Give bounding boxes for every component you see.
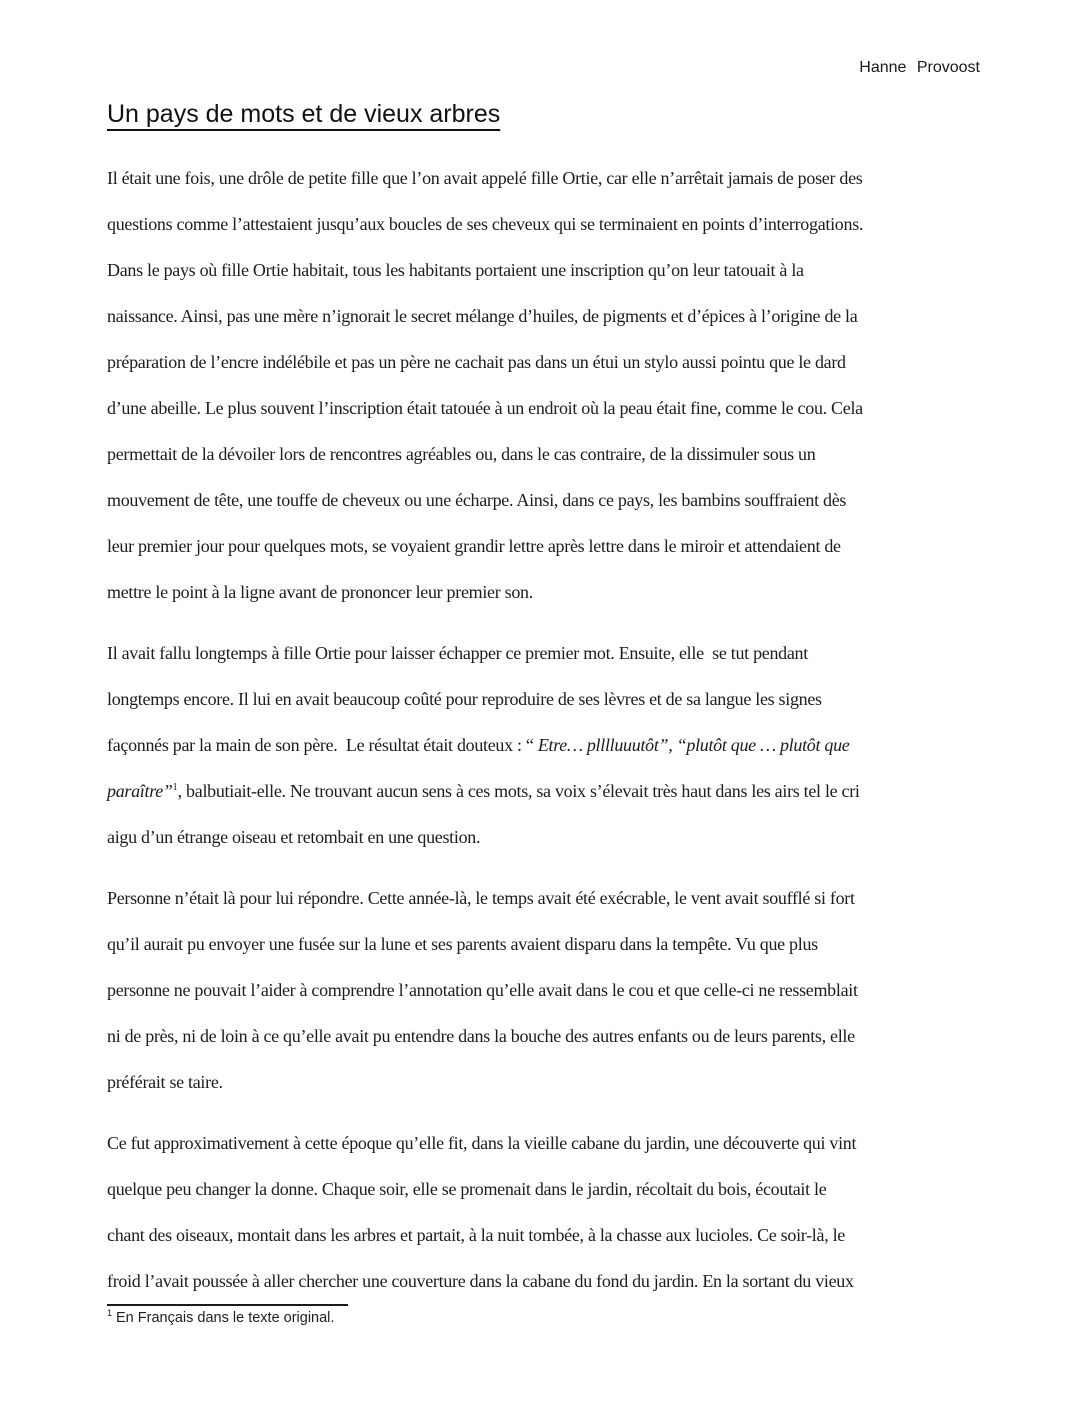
text-line (107, 155, 980, 201)
text-line (107, 722, 980, 768)
text-line (107, 1059, 980, 1105)
footnote-separator (107, 1304, 348, 1306)
text-line (107, 1212, 980, 1258)
text-segment: , balbutiait-elle. Ne trouvant aucun sens à ces mots, sa voix s’élevait très haut dans les airs tel le cri (177, 781, 860, 801)
text-segment: personne ne pouvait l’aider à comprendre l’annotation qu’elle avait dans le cou et que celle-ci ne ressemblait (107, 980, 858, 1000)
text-line (107, 921, 980, 967)
text-segment: aigu d’un étrange oiseau et retombait en une question. (107, 827, 481, 847)
text-line (107, 1013, 980, 1059)
text-segment: Dans le pays où fille Ortie habitait, tous les habitants portaient une inscription qu’on leur tatouait à la (107, 260, 804, 280)
text-segment: questions comme l’attestaient jusqu’aux boucles de ses cheveux qui se terminaient en points d’interrogations. (107, 214, 864, 234)
text-segment: mouvement de tête, une touffe de cheveux ou une écharpe. Ainsi, dans ce pays, les bambins souffraient dès (107, 490, 847, 510)
paragraph (107, 1120, 980, 1304)
footnote-marker: 1 (107, 1308, 113, 1319)
text-segment: Il était une fois, une drôle de petite fille que l’on avait appelé fille Ortie, car elle n’arrêtait jamais de poser des (107, 168, 863, 188)
author-name: Hanne Provoost (859, 59, 980, 76)
text-segment: préparation de l’encre indélébile et pas un père ne cachait pas dans un étui un stylo aussi pointu que le dard (107, 352, 846, 372)
document-body (107, 155, 980, 1326)
text-line (107, 814, 980, 860)
text-line (107, 1166, 980, 1212)
footnote (107, 1310, 980, 1326)
text-line (107, 1258, 980, 1304)
text-segment: préférait se taire. (107, 1072, 223, 1092)
italic-text: paraître” (107, 781, 173, 801)
italic-text: Etre… plllluuutôt”, “plutôt que … plutôt que (537, 735, 850, 755)
text-line (107, 293, 980, 339)
text-line (107, 768, 980, 814)
text-segment: Personne n’était là pour lui répondre. Cette année-là, le temps avait été exécrable, le vent avait soufflé si fort (107, 888, 855, 908)
text-line (107, 385, 980, 431)
text-line (107, 523, 980, 569)
text-line (107, 339, 980, 385)
text-segment: permettait de la dévoiler lors de rencontres agréables ou, dans le cas contraire, de la dissimuler sous un (107, 444, 816, 464)
text-segment: leur premier jour pour quelques mots, se voyaient grandir lettre après lettre dans le miroir et attendaient de (107, 536, 841, 556)
paragraph (107, 875, 980, 1105)
text-segment: Ce fut approximativement à cette époque qu’elle fit, dans la vieille cabane du jardin, une découverte qui vint (107, 1133, 857, 1153)
text-segment: d’une abeille. Le plus souvent l’inscription était tatouée à un endroit où la peau était fine, comme le cou. Cela (107, 398, 863, 418)
text-segment: Il avait fallu longtemps à fille Ortie pour laisser échapper ce premier mot. Ensuite, elle se tut pendant (107, 643, 808, 663)
text-line (107, 875, 980, 921)
text-line (107, 676, 980, 722)
footnote-reference: 1 (172, 782, 178, 793)
text-line (107, 630, 980, 676)
text-line (107, 967, 980, 1013)
text-segment: naissance. Ainsi, pas une mère n’ignorait le secret mélange d’huiles, de pigments et d’épices à l’origine de la (107, 306, 858, 326)
text-line (107, 477, 980, 523)
text-segment: quelque peu changer la donne. Chaque soir, elle se promenait dans le jardin, récoltait du bois, écoutait le (107, 1179, 827, 1199)
text-segment: longtemps encore. Il lui en avait beaucoup coûté pour reproduire de ses lèvres et de sa langue les signes (107, 689, 822, 709)
text-line (107, 1120, 980, 1166)
text-line (107, 431, 980, 477)
text-line (107, 201, 980, 247)
text-segment: qu’il aurait pu envoyer une fusée sur la lune et ses parents avaient disparu dans la tempête. Vu que plus (107, 934, 818, 954)
text-segment: ni de près, ni de loin à ce qu’elle avait pu entendre dans la bouche des autres enfants ou de leurs parents, elle (107, 1026, 855, 1046)
text-segment: mettre le point à la ligne avant de prononcer leur premier son. (107, 582, 533, 602)
page-title: Un pays de mots et de vieux arbres (107, 100, 501, 128)
paragraph (107, 630, 980, 860)
text-segment: façonnés par la main de son père. Le résultat était douteux : “ (107, 735, 538, 755)
text-segment: chant des oiseaux, montait dans les arbres et partait, à la nuit tombée, à la chasse aux lucioles. Ce soir-là, le (107, 1225, 845, 1245)
paragraph (107, 155, 980, 615)
text-line (107, 247, 980, 293)
footnote-text: En Français dans le texte original. (116, 1310, 335, 1326)
text-segment: froid l’avait poussée à aller chercher une couverture dans la cabane du fond du jardin. En la sortant du vieux (107, 1271, 854, 1291)
text-line (107, 569, 980, 615)
